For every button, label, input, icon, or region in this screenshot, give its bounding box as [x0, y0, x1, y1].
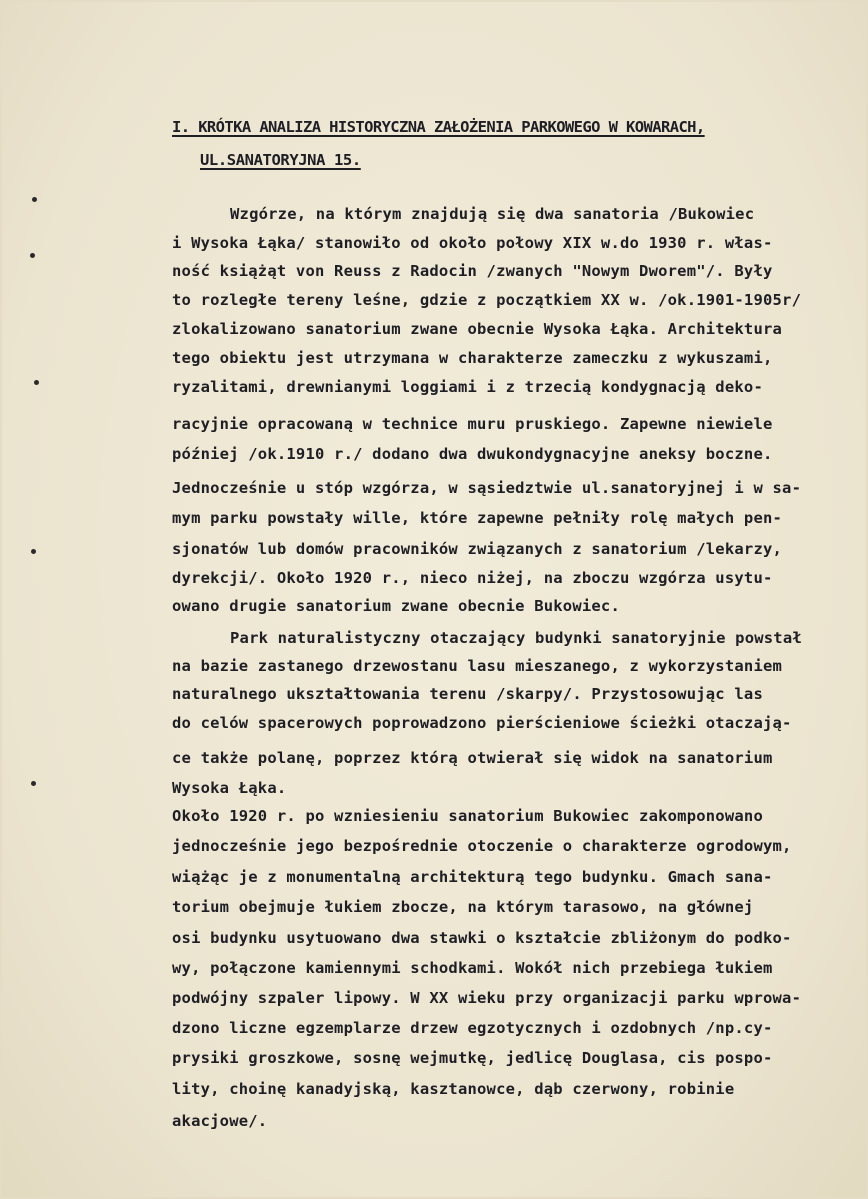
text-line: torium obejmuje łukiem zbocze, na którym tarasowo, na głównej [172, 898, 754, 916]
text-line: prysiki groszkowe, sosnę wejmutkę, jedlicę Douglasa, cis pospo- [172, 1049, 773, 1067]
text-line: Wysoka Łąka. [172, 779, 287, 797]
text-line: to rozległe tereny leśne, gdzie z początkiem XX w. /ok.1901-1905r/ [172, 291, 802, 309]
text-line: jednocześnie jego bezpośrednie otoczenie o charakterze ogrodowym, [172, 837, 792, 855]
text-line: ność książąt von Reuss z Radocin /zwanych "Nowym Dworem"/. Były [172, 262, 773, 280]
text-line: Wzgórze, na którym znajdują się dwa sanatoria /Bukowiec [230, 205, 755, 223]
text-line: wy, połączone kamiennymi schodkami. Wokół nich przebiega łukiem [172, 959, 773, 977]
text-line: dzono liczne egzemplarze drzew egzotycznych i ozdobnych /np.cy- [172, 1019, 773, 1037]
text-line: i Wysoka Łąka/ stanowiło od około połowy XIX w.do 1930 r. włas- [172, 234, 773, 252]
text-line: ryzalitami, drewnianymi loggiami i z trzecią kondygnacją deko- [172, 378, 763, 396]
text-line: naturalnego ukształtowania terenu /skarpy/. Przystosowując las [172, 685, 763, 703]
text-line: owano drugie sanatorium zwane obecnie Bukowiec. [172, 597, 620, 615]
text-line: zlokalizowano sanatorium zwane obecnie Wysoka Łąka. Architektura [172, 320, 783, 338]
text-line: Park naturalistyczny otaczający budynki sanatoryjnie powstał [230, 629, 802, 647]
text-line: akacjowe/. [172, 1112, 268, 1130]
text-line: lity, choinę kanadyjską, kasztanowce, dąb czerwony, robinie [172, 1080, 735, 1098]
page-title-continuation: UL.SANATORYJNA 15. [200, 151, 361, 169]
text-line: podwójny szpaler lipowy. W XX wieku przy organizacji parku wprowa- [172, 989, 802, 1007]
punch-hole-mark [34, 380, 39, 385]
text-line: Jednocześnie u stóp wzgórza, w sąsiedztwie ul.sanatoryjnej i w sa- [172, 479, 802, 497]
punch-hole-mark [32, 197, 37, 202]
text-line: mym parku powstały wille, które zapewne pełniły rolę małych pen- [172, 509, 783, 527]
text-line: do celów spacerowych poprowadzono pierścieniowe ścieżki otaczają- [172, 714, 792, 732]
punch-hole-mark [31, 549, 36, 554]
punch-hole-mark [30, 253, 35, 258]
text-line: na bazie zastanego drzewostanu lasu mieszanego, z wykorzystaniem [172, 657, 783, 675]
text-line: tego obiektu jest utrzymana w charakterze zameczku z wykuszami, [172, 349, 773, 367]
text-line: Około 1920 r. po wzniesieniu sanatorium Bukowiec zakomponowano [172, 807, 763, 825]
text-line: wiążąc je z monumentalną architekturą tego budynku. Gmach sana- [172, 868, 773, 886]
punch-hole-mark [31, 781, 36, 786]
text-line: ce także polanę, poprzez którą otwierał się widok na sanatorium [172, 749, 773, 767]
text-line: dyrekcji/. Około 1920 r., nieco niżej, na zboczu wzgórza usytu- [172, 569, 773, 587]
text-line: osi budynku usytuowano dwa stawki o kształcie zbliżonym do podko- [172, 929, 792, 947]
page-title: I. KRÓTKA ANALIZA HISTORYCZNA ZAŁOŻENIA PARKOWEGO W KOWARACH, [172, 118, 705, 136]
text-line: racyjnie opracowaną w technice muru pruskiego. Zapewne niewiele [172, 415, 773, 433]
text-line: później /ok.1910 r./ dodano dwa dwukondygnacyjne aneksy boczne. [172, 445, 773, 463]
text-line: sjonatów lub domów pracowników związanych z sanatorium /lekarzy, [172, 540, 783, 558]
